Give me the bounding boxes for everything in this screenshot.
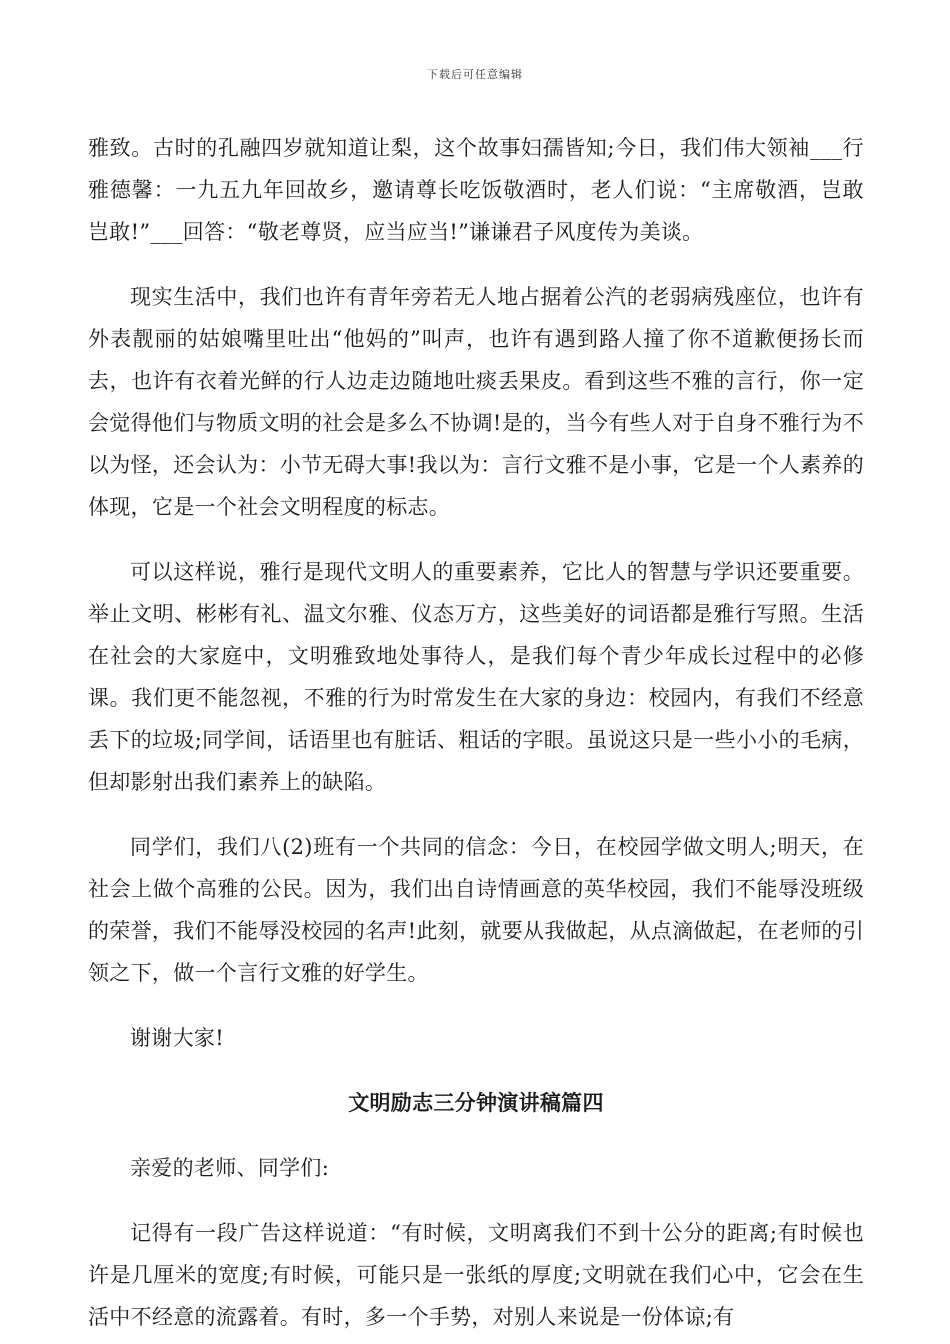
paragraph-1: 雅致。古时的孔融四岁就知道让梨，这个故事妇孺皆知;今日，我们伟大领袖___行雅德馨：一九五九年回故乡，邀请尊长吃饭敬酒时，老人们说：“主席敬酒，岂敢岂敢!”___回答：“敬老尊贤，应当应当!”谦谦君子风度传为美谈。 [88,136,864,244]
section-title: 文明励志三分钟演讲稿篇四 [348,1090,604,1115]
document-body [88,127,864,1338]
paragraph-4: 同学们，我们八(2)班有一个共同的信念：今日，在校园学做文明人;明天，在社会上做个高雅的公民。因为，我们出自诗情画意的英华校园，我们不能辱没班级的荣誉，我们不能辱没校园的名声!此刻，就要从我做起，从点滴做起，在老师的引领之下，做一个言行文雅的好学生。 [88,835,864,985]
paragraph-2: 现实生活中，我们也许有青年旁若无人地占据着公汽的老弱病残座位，也许有外表靓丽的姑娘嘴里吐出“他妈的”叫声，也许有遇到路人撞了你不道歉便扬长而去，也许有衣着光鲜的行人边走边随地吐痰丢果皮。看到这些不雅的言行，你一定会觉得他们与物质文明的社会是多么不协调!是的，当今有些人对于自身不雅行为不以为怪，还会认为：小节无碍大事!我以为：言行文雅不是小事，它是一个人素养的体现，它是一个社会文明程度的标志。 [88,285,864,519]
paragraph-5: 谢谢大家! [130,1026,224,1050]
paragraph-6: 亲爱的老师、同学们: [130,1156,330,1180]
paragraph-3: 可以这样说，雅行是现代文明人的重要素养，它比人的智慧与学识还要重要。举止文明、彬彬有礼、温文尔雅、仪态万方，这些美好的词语都是雅行写照。生活在社会的大家庭中，文明雅致地处事待人，是我们每个青少年成长过程中的必修课。我们更不能忽视，不雅的行为时常发生在大家的身边：校园内，有我们不经意丢下的垃圾;同学间，话语里也有脏话、粗话的字眼。虽说这只是一些小小的毛病，但却影射出我们素养上的缺陷。 [88,560,864,794]
paragraph-7: 记得有一段广告这样说道：“有时候，文明离我们不到十公分的距离;有时候也许是几厘米的宽度;有时候，可能只是一张纸的厚度;文明就在我们心中，它会在生活中不经意的流露着。有时，多一个手势，对别人来说是一份体谅;有 [88,1221,864,1329]
page-header-note: 下载后可任意编辑 [427,68,523,81]
